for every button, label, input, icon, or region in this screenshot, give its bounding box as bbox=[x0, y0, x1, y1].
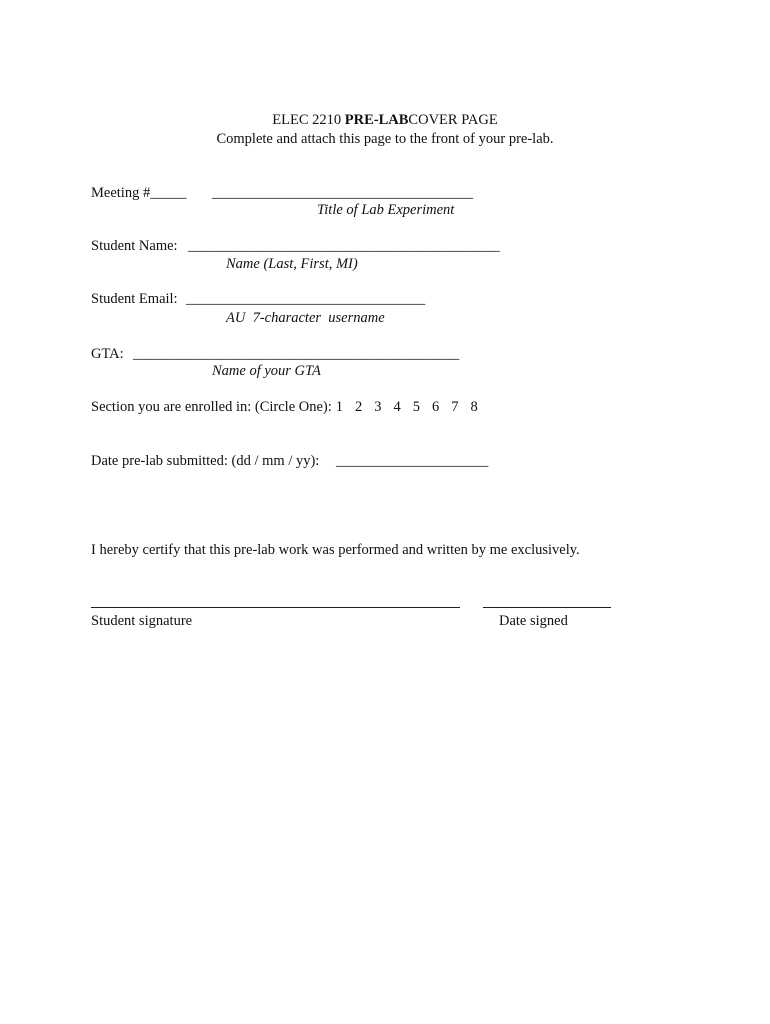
date-submitted-field[interactable]: _____________________ bbox=[336, 453, 489, 469]
student-signature-line[interactable] bbox=[91, 607, 460, 608]
section-option[interactable]: 6 bbox=[432, 399, 440, 415]
section-option[interactable]: 7 bbox=[451, 399, 459, 415]
lab-title-field[interactable]: ____________________________________ bbox=[212, 185, 473, 201]
lab-title-caption: Title of Lab Experiment bbox=[317, 202, 455, 218]
date-signed-label: Date signed bbox=[499, 613, 568, 629]
page-title bbox=[0, 111, 770, 129]
student-name-field[interactable]: ___________________________________________ bbox=[188, 238, 500, 254]
gta-field[interactable]: _____________________________________________ bbox=[133, 346, 460, 362]
date-submitted-label: Date pre-lab submitted: (dd / mm / yy): bbox=[91, 453, 320, 469]
section-label: Section you are enrolled in: (Circle One): bbox=[91, 399, 332, 415]
title-bold: PRE-LAB bbox=[344, 112, 409, 128]
section-option[interactable]: 5 bbox=[412, 399, 421, 415]
section-option[interactable]: 1 bbox=[335, 399, 344, 415]
gta-label: GTA: bbox=[91, 346, 124, 362]
title-rest: COVER PAGE bbox=[408, 112, 498, 128]
section-option[interactable]: 2 bbox=[355, 399, 363, 415]
student-email-caption: AU 7-character username bbox=[226, 310, 385, 326]
date-signed-line[interactable] bbox=[483, 607, 611, 608]
student-signature-label: Student signature bbox=[91, 613, 193, 629]
section-option[interactable]: 8 bbox=[470, 399, 478, 415]
student-name-label: Student Name: bbox=[91, 238, 178, 254]
section-row bbox=[91, 398, 478, 416]
section-option[interactable]: 4 bbox=[393, 399, 401, 415]
gta-caption: Name of your GTA bbox=[212, 363, 321, 379]
instructions: Complete and attach this page to the front of your pre-lab. bbox=[216, 131, 554, 147]
course-code: ELEC 2210 bbox=[272, 112, 342, 128]
certification-statement: I hereby certify that this pre-lab work was performed and written by me exclusively. bbox=[91, 542, 580, 558]
student-email-label: Student Email: bbox=[91, 291, 178, 307]
student-name-caption: Name (Last, First, MI) bbox=[226, 256, 358, 272]
section-option[interactable]: 3 bbox=[374, 399, 382, 415]
meeting-label: Meeting #_____ bbox=[91, 185, 187, 201]
student-email-field[interactable]: _________________________________ bbox=[186, 291, 426, 307]
